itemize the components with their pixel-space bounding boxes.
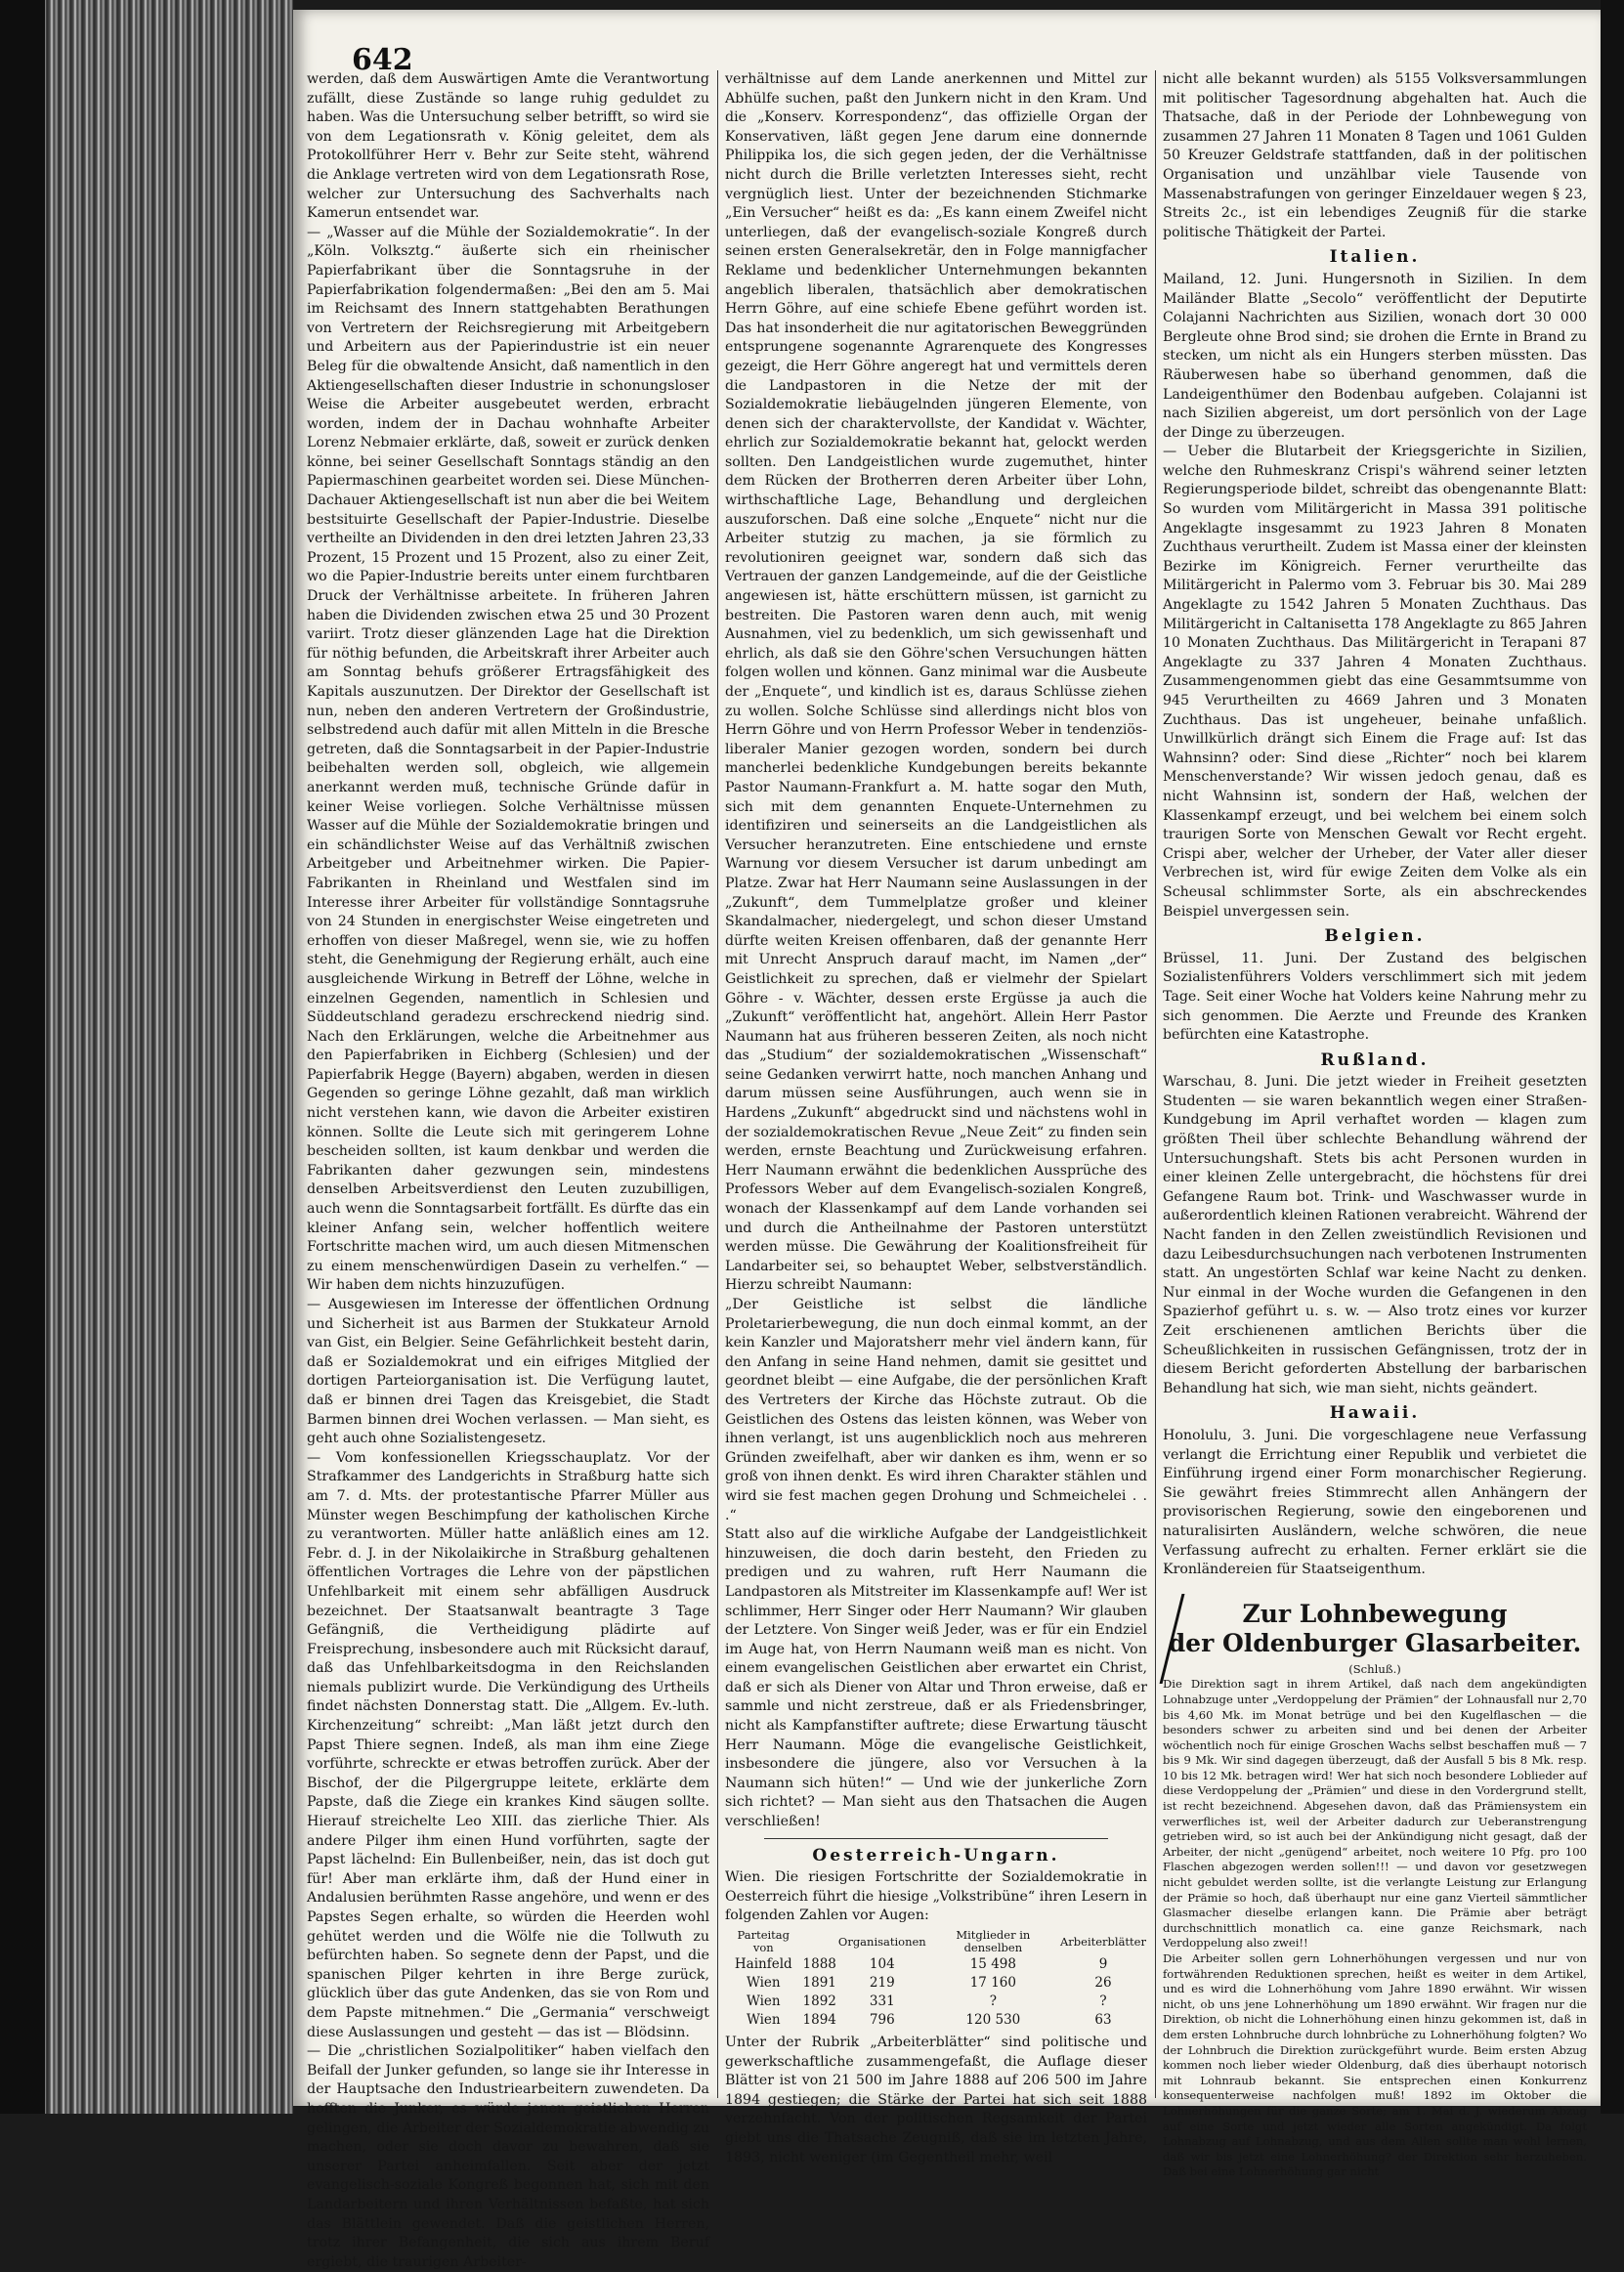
article-paragraph: — Ausgewiesen im Interesse der öffentlichen Ordnung und Sicherheit ist aus Barmen der Stukkateur Arnold van Gist, ein Belgier. Seine Gefährlichkeit besteht darin, daß er Sozialdemokrat und ein eifriges Mitglied der dortigen Parteiorganisation ist. Die Verfügung lautet, daß er binnen drei Tagen das Kreisgebiet, die Stadt Barmen binnen drei Wochen verlassen. — Man sieht, es geht auch ohne Sozialistengesetz.: [307, 1297, 709, 1447]
column-2: [725, 70, 1147, 2165]
table-cell: Wien: [746, 2012, 781, 2028]
headline-line-2: der Oldenburger Glasarbeiter.: [1168, 1628, 1582, 1657]
article-paragraph: Wien. Die riesigen Fortschritte der Sozialdemokratie in Oesterreich führt die hiesige „Volkstribüne“ ihren Lesern in folgenden Zahlen vor Augen:: [725, 1869, 1147, 1924]
table-cell: 104: [869, 1956, 895, 1972]
table-cell: 1891: [802, 1975, 836, 1991]
column-3: [1163, 70, 1587, 2179]
article-paragraph: — Ueber die Blutarbeit der Kriegsgerichte in Sizilien, welche den Ruhmeskranz Crispi's während seiner letzten Regierungsperiode bildet, schreibt das obengenannte Blatt: So wurden vom Militärgericht in Massa 391 politische Angeklagte insgesammt zu 1923 Jahren 8 Monaten Zuchthaus verurtheilt. Zudem ist Massa einer der kleinsten Bezirke im Königreich. Ferner verurtheilte das Militärgericht in Palermo vom 3. Februar bis 30. Mai 289 Angeklagte zu 1542 Jahren 5 Monaten Zuchthaus. Das Militärgericht in Caltanisetta 178 Angeklagte zu 865 Jahren 10 Monaten Zuchthaus. Das Militärgericht in Terapani 87 Angeklagte zu 337 Jahren 4 Monaten Zuchthaus. Zusammengenommen giebt das eine Gesammtsumme von 945 Verurtheilten zu 4669 Jahren und 3 Monaten Zuchthaus. Das ist ungeheuer, beinahe unfaßlich. Unwillkürlich drängt sich Einem die Frage auf: Ist das Wahnsinn? oder: Sind diese „Richter“ noch bei klarem Menschenverstande? Wir wissen jedoch genau, daß es nicht Wahnsinn ist, sondern der Haß, welchen der Klassenkampf erzeugt, und bei welchem bei einem solch traurigen Sorte von Menschen Gewalt vor Recht ergeht. Crispi aber, welcher der Urheber, der Vater aller dieser Verbrechen ist, wird für ewige Zeiten dem Volke als ein Scheusal schlimmster Sorte, als ein abschreckendes Beispiel unvergessen sein.: [1163, 444, 1587, 920]
column-rule: [1155, 70, 1156, 2098]
table-cell: 120 530: [965, 2012, 1021, 2028]
article-paragraph: — „Wasser auf die Mühle der Sozialdemokratie“. In der „Köln. Volksztg.“ äußerte sich ein rheinischer Papierfabrikant über die Sonntagsruhe in der Papierfabrikation folgendermaßen: „Bei den am 5. Mai im Reichsamt des Innern stattgehabten Berathungen von Vertretern der Reichsregierung mit Arbeitgebern und Arbeitern aus der Papierindustrie ist ein neuer Beleg für die obwaltende Ansicht, daß namentlich in den Aktiengesellschaften dieser Industrie in schonungsloser Weise die Arbeiter ausgebeutet werden, erbracht worden, indem der in Dachau wohnhafte Arbeiter Lorenz Nebmaier erklärte, daß, soweit er zurück denken könne, bei seiner Gesellschaft Sonntags ständig an den Papiermaschinen gearbeitet worden sei. Diese München-Dachauer Aktiengesellschaft ist nun aber die bei Weitem bestsituirte Gesellschaft der Papier-Industrie. Dieselbe vertheilte an Dividenden in den drei letzten Jahren 23,33 Prozent, 15 Prozent und 15 Prozent, also zu einer Zeit, wo die Papier-Industrie bereits unter einem furchtbaren Druck der Verhältnisse arbeitete. In früheren Jahren haben die Dividenden zwischen etwa 25 und 30 Prozent variirt. Trotz dieser glänzenden Lage hat die Direktion für nöthig befunden, die Arbeitskraft ihrer Arbeiter auch am Sonntag behufs größerer Ertragsfähigkeit des Kapitals auszunutzen. Der Direktor der Gesellschaft ist nun, neben den anderen Vertretern der Großindustrie, selbstredend auch dafür mit allen Mitteln in die Bresche getreten, daß die Sonntagsarbeit in der Papier-Industrie beibehalten werden soll, obgleich, wie allgemein anerkannt werden muß, technische Gründe dafür in keiner Weise vorliegen. Solche Verhältnisse müssen Wasser auf die Mühle der Sozialdemokratie bringen und ein schändlichster Weise auf das Verhältniß zwischen Arbeitgeber und Arbeitnehmer wirken. Die Papier-Fabrikanten in Rheinland und Westfalen sind im Interesse ihrer Arbeiter für vollständige Sonntagsruhe von 24 Stunden in energischster Weise eingetreten und erhoffen von dieser Maßregel, wenn sie, wie zu hoffen steht, die Genehmigung der Regierung erhält, auch eine ausgleichende Wirkung in Betreff der Löhne, welche in einzelnen Gegenden, namentlich in Schlesien und Süddeutschland geradezu erschreckend niedrig sind. Nach den Erklärungen, welche die Arbeitnehmer aus den Papierfabriken in Eichberg (Schlesien) und der Papierfabrik Hegge (Bayern) abgaben, werden in diesen Gegenden so geringe Löhne gezahlt, daß man wirklich nicht verstehen kann, wie davon die Arbeiter existiren können. Sollte die Leute sich mit geringerem Lohne bescheiden sollten, ist kaum denkbar und werden die Fabrikanten daher gezwungen sein, mindestens denselben Arbeitsverdienst den Leuten zuzubilligen, auch wenn die Sonntagsarbeit fortfällt. Es dürfte das ein kleiner Anfang sein, welcher hoffentlich weitere Fortschritte machen wird, um auch diesen Mitmenschen zu einem menschenwürdigen Dasein zu verhelfen.“ — Wir haben dem nichts hinzuzufügen.: [307, 224, 709, 1294]
article-paragraph: — Die „christlichen Sozialpolitiker“ haben vielfach den Beifall der Junker gefunden, so lange sie ihr Interesse in der Hauptsache den Industriearbeitern zuwendeten. Da hofften die Junker, es würde jenen geistlichen Herren gelingen, die Arbeiter der Sozialdemokratie abwendig zu machen, oder sie doch davor zu bewahren, daß sie unserer Partei anheimfallen. Seit aber der jetzt evangelisch-soziale Kongreß begonnen hat, sich mit den Landarbeitern und ihren Verhältnissen befaßte, hat sich das Blättlein gewendet. Daß die geistlichen Herren, trotz ihrer Befangenheit, die sich aus ihrem Beruf ergiebt, die traurigen Arbeiter-: [307, 2043, 709, 2270]
article-headline: [1163, 1600, 1587, 1658]
statistics-table: [725, 1928, 1147, 2030]
table-cell: Wien: [746, 1993, 781, 2009]
table-cell: 219: [869, 1975, 895, 1991]
table-cell: 1894: [802, 2012, 836, 2028]
section-heading-hawaii: Hawaii.: [1329, 1403, 1421, 1424]
column-1: [307, 70, 709, 2270]
table-row: [725, 2011, 1147, 2030]
article-paragraph: Die Arbeiter sollen gern Lohnerhöhungen vergessen und nur von fortwährenden Reduktionen sprechen, heißt es weiter in dem Artikel, und es wird die Lohnerhöhung vom Jahre 1890 erwähnt. Wir wissen nicht, ob uns jene Lohnerhöhung um 1890 erwähnt. Wir fragen nur die Direktion, ob nicht die Lohnerhöhung einen hinzu gekommen ist, daß in dem ersten Lohnbruche durch lohnbrüche zu Lohnerhöhung folgten? Wo der Lohnbruch die Direktion zurückgeführt wurde. Beim ersten Abzug kommen noch lieber wieder Oldenburg, daß dies überhaupt notorisch mit Lohnraub bekannt. Sie entsprechen einen Konkurrenz konsequenterweise nachfolgen muß! 1892 im Oktober die Lohnerhöhungen für die ganze Sorte; am 1. Mai d. J. wiederum Abzug auf eine Sorte und jetzt wieder alle Sorten angekündigt. Da folgt Lohnabzug auf Lohnabzug, und aus dem Allen sollte man wohl lernen, daß wir bis jetzt eine Lohnerhöhung? der Direktion sehr herzuheben. Daß bei eine Lohnerhöhung gar nicht: [1163, 1951, 1587, 2179]
table-cell: 1892: [802, 1993, 836, 2009]
article-paragraph: — Vom konfessionellen Kriegsschauplatz. Vor der Strafkammer des Landgerichts in Straßburg hatte sich am 7. d. Mts. der protestantische Pfarrer Müller aus Münster wegen Beschimpfung der katholischen Kirche zu verantworten. Müller hatte anläßlich eines am 12. Febr. d. J. in der Nikolaikirche in Straßburg gehaltenen öffentlichen Vortrages die Lehre von der päpstlichen Unfehlbarkeit mit einem sehr abfälligen Ausdruck bezeichnet. Der Staatsanwalt beantragte 3 Tage Gefängniß, die Vertheidigung plädirte auf Freisprechung, insbesondere auch mit Rücksicht darauf, daß das Unfehlbarkeitsdogma in den Reichslanden niemals publizirt wurde. Die Verkündigung des Urtheils findet nächsten Donnerstag statt. Die „Allgem. Ev.-luth. Kirchenzeitung“ schreibt: „Man läßt jetzt durch den Papst Thiere segnen. Indeß, als man ihm eine Ziege vorführte, schreckte er etwas betroffen zurück. Aber der Bischof, der die Pilgergruppe leitete, erklärte dem Papste, daß die Ziege ein krankes Kind säugen sollte. Hierauf streichelte Leo XIII. das zierliche Thier. Als andere Pilger ihm einen Hund vorführten, sagte der Papst lächelnd: Ein Bullenbeißer, nein, das ist doch gut für! Aber man erklärte ihm, daß der Hund einer in Andalusien berühmten Rasse angehöre, und wenn er des Papstes Segen erhalte, so würden die Heerden wohl gehütet werden und die Wölfe nie die Tollwuth zu befürchten haben. So segnete denn der Papst, und die spanischen Pilger kehrten in ihre Berge zurück, glücklich über das gute Andenken, das sie von Rom und dem Papste mitnehmen.“ Die „Germania“ verschweigt diese Auslassungen und gesteht — das ist — Blödsinn.: [307, 1449, 709, 2040]
table-cell: 17 160: [969, 1975, 1016, 1991]
table-row: [725, 1993, 1147, 2011]
page-number: 642: [352, 43, 413, 77]
article-paragraph: Die Direktion sagt in ihrem Artikel, daß nach dem angekündigten Lohnabzuge unter „Verdoppelung der Prämien“ der Lohnausfall nur 2,70 bis 4,60 Mk. im Monat betrüge und bei den Kugelflaschen — die besonders schwer zu arbeiten sind und bei denen der Arbeiter wöchentlich noch für einige Groschen Wachs selbst beschaffen muß — 7 bis 9 Mk. Wir sind dagegen überzeugt, daß der Ausfall 5 bis 8 Mk. resp. 10 bis 12 Mk. betragen wird! Wer hat sich noch besondere Loblieder auf diese Verdoppelung der „Prämien“ und diese in den Vordergrund stellt, ist recht bezeichnend. Abgesehen davon, daß das Prämiensystem ein verwerfliches ist, weil der Arbeiter dadurch zur Ueberanstrengung getrieben wird, so ist auch bei der Ankündigung nicht gesagt, daß der Arbeiter, der nicht „genügend“ arbeitet, noch weitere 10 Pfg. pro 100 Flaschen abgezogen werden sollen!!! — und davon vor gesetzwegen nicht gebuldet werden sollte, ist die verlangte Leistung zur Erlangung der Prämie so hoch, daß überhaupt nur eine ganz Vierteil sämmtlicher Glasmacher dieselbe erlangen kann. Die Prämie aber beträgt durchschnittlich monatlich ca. eine ganze Reichsmark, nach Verdoppelung also zwei!!: [1163, 1677, 1587, 1950]
table-cell: ?: [989, 1993, 997, 2009]
article-paragraph: Warschau, 8. Juni. Die jetzt wieder in Freiheit gesetzten Studenten — sie waren bekanntlich wegen einer Straßen-Kundgebung im April verhaftet worden — klagen zum größten Theil über schlechte Behandlung während der Untersuchungshaft. Stets bis acht Personen wurden in einer kleinen Zelle untergebracht, die höchstens für drei Gefangene Raum bot. Trink- und Waschwasser wurde in außerordentlich kleinen Rationen verabreicht. Während der Nacht fanden in den Zellen zweistündlich Revisionen und dazu Leibesdurchsuchungen nach verbotenen Instrumenten statt. An ungestörten Schlaf war keine Nacht zu denken. Nur einmal in der Woche wurden die Gefangenen in den Spazierhof geführt u. s. w. — Also trotz eines vor kurzer Zeit erschienenen amtlichen Berichts über die Scheußlichkeiten in russischen Gefängnissen, trotz der in diesem Bericht geforderten Abstellung der barbarischen Behandlung hat sich, wie man sieht, nichts geändert.: [1163, 1074, 1587, 1396]
article-paragraph: Honolulu, 3. Juni. Die vorgeschlagene neue Verfassung verlangt die Errichtung einer Republik und verbietet die Einführung irgend einer Form monarchischer Regierung. Sie gewährt freies Stimmrecht allen Anhängern der provisorischen Regierung, sowie den eingeborenen und naturalisirten Ausländern, welche schwören, die neue Verfassung aufrecht zu erhalten. Ferner erklärt sie die Kronländereien für Staatseigenthum.: [1163, 1427, 1587, 1578]
table-header: [802, 1928, 837, 1955]
section-heading-russia: Rußland.: [1320, 1050, 1430, 1070]
table-row: [725, 1955, 1147, 1974]
article-paragraph: Statt also auf die wirkliche Aufgabe der Landgeistlichkeit hinzuweisen, die doch darin besteht, den Frieden zu predigen und zu wahren, ruft Herr Naumann die Landpastoren als Mitstreiter im Klassenkampfe auf! Wer ist schlimmer, Herr Singer oder Herr Naumann? Wir glauben der Letztere. Von Singer weiß Jeder, was er für ein Endziel im Auge hat, von Herrn Naumann weiß man es nicht. Von einem evangelischen Geistlichen aber erwartet ein Christ, daß er sich als Diener von Altar und Thron erweise, daß er sammle und nicht zerstreue, daß er als Friedensbringer, nicht als Kampfanstifter auftrete; diese Erwartung täuscht Herr Naumann. Möge die evangelische Geistlichkeit, insbesondere die jüngere, also vor Versuchen à la Naumann sich hüten!“ — Und wie der junkerliche Zorn sich richtet? — Man sieht aus den Thatsachen die Augen verschließen!: [725, 1526, 1147, 1830]
book-edge-shadow: [0, 0, 45, 2114]
table-cell: Wien: [746, 1975, 781, 1991]
table-cell: 63: [1094, 2012, 1112, 2028]
table-header-row: [725, 1928, 1147, 1955]
section-heading-austria: Oesterreich-Ungarn.: [812, 1845, 1060, 1865]
table-cell: 9: [1098, 1956, 1108, 1972]
article-paragraph: Unter der Rubrik „Arbeiterblätter“ sind politische und gewerkschaftliche zusammengefaßt, die Auflage dieser Blätter ist von 21 500 im Jahre 1888 auf 206 500 im Jahre 1894 gestiegen; die Stärke der Partei hat sich seit 1888 verzehnfacht. Von der politischen Regsamkeit der Partei giebt uns die Thatsache Zeugniß, daß sie im letzten Jahre, 1893, nicht weniger (im Gegentheil mehr, weil: [725, 2035, 1147, 2165]
column-rule: [717, 70, 718, 2098]
article-paragraph: nicht alle bekannt wurden) als 5155 Volksversammlungen mit politischer Tagesordnung abgehalten hat. Auch die Thatsache, daß in der Periode der Lohnbewegung von zusammen 27 Jahren 11 Monaten 8 Tagen und 1061 Gulden 50 Kreuzer Geldstrafe stattfanden, daß in der politischen Organisation und unzählbar viele Tausende von Massenabstrafungen von geringer Einzeldauer wegen § 23, Streits 2c., ist ein lebendiges Zeugniß für die starke politische Thätigkeit der Partei.: [1163, 71, 1587, 240]
quote-paragraph: „Der Geistliche ist selbst die ländliche Proletarierbewegung, die nun doch einmal kommt, an der kein Kanzler und Majoratsherr mehr viel ändern kann, für den Anfang in seine Hand nehmen, damit sie gesittet und geordnet bleibt — eine Aufgabe, die der persönlichen Kraft des Vertreters der Kirche das Höchste zutraut. Ob die Geistlichen des Ostens das leisten können, was Weber von ihnen verlangt, ist uns augenblicklich noch aus mehreren Gründen zweifelhaft, aber wir danken es ihm, wenn er so groß von ihnen denkt. Es wird ihren Charakter stählen und wird sie fest machen gegen Drohung und Schmeichelei . . .“: [725, 1297, 1147, 1523]
page-edge-shadow: [1601, 0, 1624, 2114]
section-divider: [764, 1838, 1108, 1839]
table-row: [725, 1974, 1147, 1993]
table-cell: 26: [1094, 1975, 1112, 1991]
article-paragraph: werden, daß dem Auswärtigen Amte die Verantwortung zufällt, diese Zustände so lange ruhig geduldet zu haben. Was die Untersuchung selber betrifft, so wird sie von dem Legationsrath v. König geleitet, dem als Protokollführer Herr v. Behr zur Seite steht, während die Anklage vertreten wird von dem Legationsrath Rose, welcher zur Untersuchung des Sachverhalts nach Kamerun entsendet war.: [307, 71, 709, 222]
headline-line-1: Zur Lohnbewegung: [1242, 1599, 1508, 1628]
section-heading-italy: Italien.: [1329, 247, 1421, 268]
table-header: Organisationen: [837, 1934, 926, 1949]
table-cell: ?: [1099, 1993, 1107, 2009]
article-subtitle: (Schluß.): [1348, 1661, 1401, 1676]
table-cell: 1888: [802, 1956, 836, 1972]
table-cell: 331: [869, 1993, 895, 2009]
article-paragraph: verhältnisse auf dem Lande anerkennen und Mittel zur Abhülfe suchen, paßt den Junkern nicht in den Kram. Und die „Konserv. Korrespondenz“, das offizielle Organ der Konservativen, läßt gegen Jene darum eine donnernde Philippika los, die sich gegen jeden, der die Verhältnisse nicht durch die Brille verletzten Interesses sieht, recht vergnüglich liest. Unter der bezeichnenden Stichmarke „Ein Versucher“ heißt es da: „Es kann einem Zweifel nicht unterliegen, daß der evangelisch-soziale Kongreß durch seinen ersten Generalsekretär, den in Folge mannigfacher Reklame und bedenklicher Unternehmungen bekannten angeblich liberalen, thatsächlich aber demokratischen Herrn Göhre, auf eine schiefe Ebene geführt worden ist. Das hat insonderheit die nur agitatorischen Beweggründen entsprungene sogenannte Agrarenquete des Kongresses gezeigt, die Herr Göhre angeregt hat und vermittels deren die Landpastoren in die Netze der mit der Sozialdemokratie liebäugelnden jüngeren Elemente, von denen sich der charaktervollste, der Kandidat v. Wächter, ehrlich zur Sozialdemokratie bekannt hat, gelockt werden sollten. Den Landgeistlichen wurde zugemuthet, hinter dem Rücken der Brotherren deren Arbeiter über Lohn, wirthschaftliche Lage, Behandlung und dergleichen auszuforschen. Daß eine solche „Enquete“ nicht nur die Arbeiter stutzig zu machen, ja sie förmlich zu revolutioniren geeignet war, sondern daß sich das Vertrauen der ganzen Landgemeinde, auf die der Geistliche angewiesen ist, hätte erschüttern müssen, ist garnicht zu bestreiten. Die Pastoren waren denn auch, mit wenig Ausnahmen, viel zu bedenklich, um sich gewissenhaft und ehrlich, als daß sie den Göhre'schen Versuchungen hätten folgen wollen und können. Ganz minimal war die Ausbeute der „Enquete“, und kindlich ist es, daraus Schlüsse ziehen zu wollen. Solche Schlüsse sind allerdings nicht blos von Herrn Göhre und von Herrn Professor Weber in tendenziös-liberaler Manier gezogen worden, sondern bei durch mancherlei bedenkliche Kundgebungen bereits bekannte Pastor Naumann-Frankfurt a. M. hatte sogar den Muth, sich mit dem genannten Enquete-Unternehmen zu identifiziren und seinerseits an die Landgeistlichen als Versucher heranzutreten. Eine entschiedene und ernste Warnung vor diesem Versucher ist darum unbedingt am Platze. Zwar hat Herr Naumann seine Auslassungen in der „Zukunft“, dem Tummelplatze großer und kleiner Skandalmacher, niedergelegt, und schon dieser Umstand dürfte weiten Kreisen offenbaren, daß der genannte Herr mit Unrecht Anspruch darauf macht, im Namen „der“ Geistlichkeit zu sprechen, daß er vielmehr der Spielart Göhre - v. Wächter, dessen erste Ergüsse ja auch die „Zukunft“ veröffentlicht hat, angehört. Allein Herr Pastor Naumann hat aus früheren besseren Zeiten, als noch nicht das „Studium“ der sozialdemokratischen „Wissenschaft“ seine Gedanken verwirrt hatte, noch manchen Anhang und darum müssen seine Ausführungen, auch wenn sie in Hardens „Zukunft“ abgedruckt sind und nächstens wohl in der sozialdemokratischen Revue „Neue Zeit“ zu finden sein werden, ernste Beachtung und Zurückweisung erfahren. Herr Naumann erwähnt die bedenklichen Aussprüche des Professors Weber auf dem Evangelisch-sozialen Kongreß, wonach der Klassenkampf auf dem Lande vorhanden sei und durch die Antheilnahme der Pastoren unterstützt werden müsse. Die Gewährung der Koalitionsfreiheit für Landarbeiter sei, so behauptet Weber, selbstverständlich. Hierzu schreibt Naumann:: [725, 71, 1147, 1294]
table-cell: 15 498: [969, 1956, 1016, 1972]
section-heading-belgium: Belgien.: [1324, 926, 1426, 947]
article-paragraph: Brüssel, 11. Juni. Der Zustand des belgischen Sozialistenführers Volders verschlimmert sich mit jedem Tage. Seit einer Woche hat Volders keine Nahrung mehr zu sich genommen. Die Aerzte und Freunde des Kranken befürchten eine Katastrophe.: [1163, 950, 1587, 1044]
table-cell: Hainfeld: [734, 1956, 792, 1972]
table-header: Parteitag von: [737, 1928, 791, 1954]
article-paragraph: Mailand, 12. Juni. Hungersnoth in Sizilien. In dem Mailänder Blatte „Secolo“ veröffentlicht der Deputirte Colajanni Nachrichten aus Sizilien, wonach dort 30 000 Bergleute ohne Brod sind; sie drohen die Ernte in Brand zu stecken, um nicht als ein Hungers sterben müssten. Das Räuberwesen habe so überhand genommen, daß die Landeigenthümer den Bodenbau aufgeben. Colajanni ist nach Sizilien abgereist, um dort persönlich von der Lage der Dinge zu überzeugen.: [1163, 271, 1587, 441]
table-cell: 796: [869, 2012, 895, 2028]
table-header: Arbeiterblätter: [1059, 1934, 1146, 1949]
newspaper-page: [293, 10, 1601, 2270]
table-header: Mitglieder in denselben: [956, 1928, 1031, 1954]
